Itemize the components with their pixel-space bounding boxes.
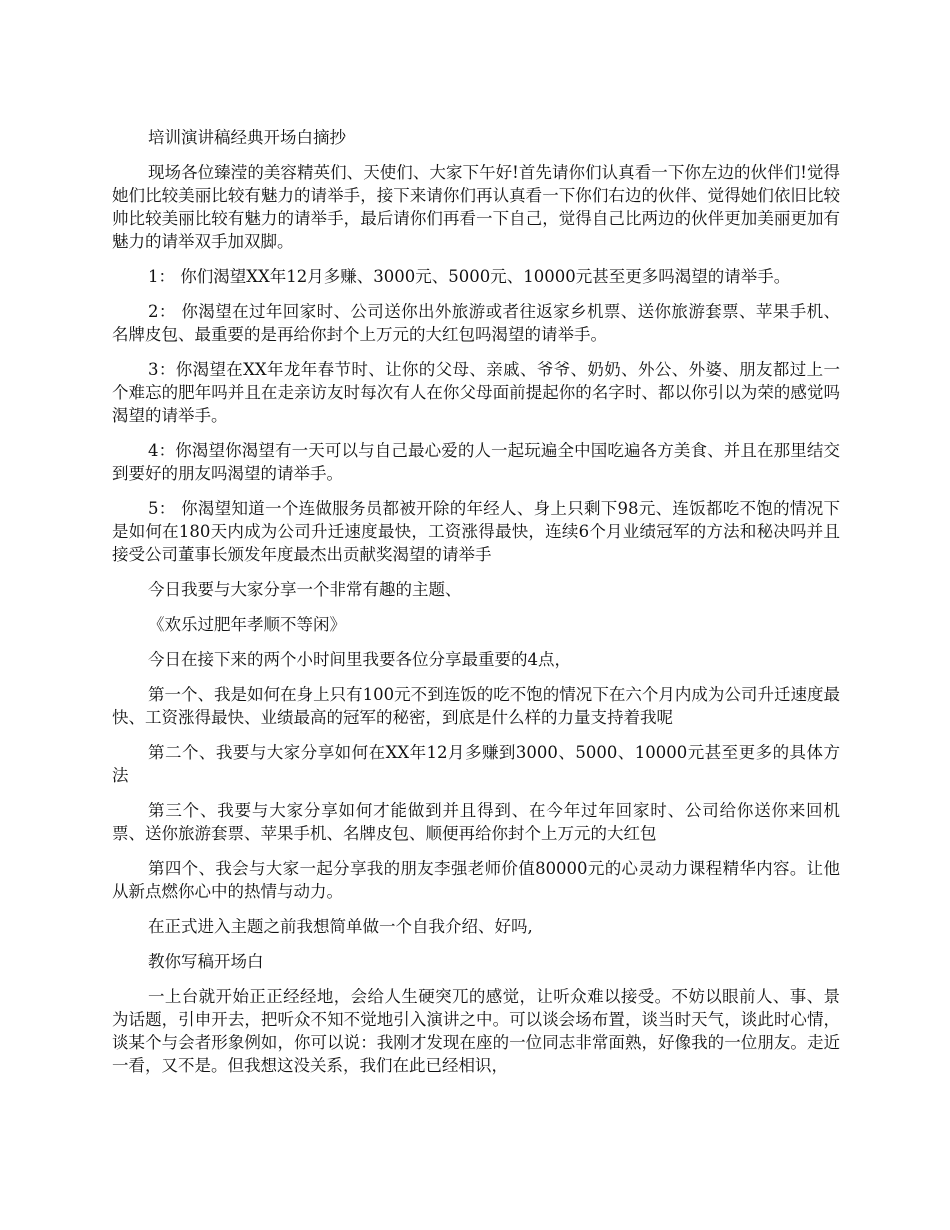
paragraph-four-points: 今日在接下来的两个小时间里我要各位分享最重要的4点， [148,650,571,669]
paragraph-opening-advice: 一上台就开始正正经经地，会给人生硬突兀的感觉，让听众难以接受。不妨以眼前人、事、景为话题，引申开去，把听众不知不觉地引入演讲之中。可以谈会场布置，谈当时天气，谈此时心情，谈某个与会者形象例如，你可以说：我刚才发现在座的一位同志非常面熟，好像我的一位朋友。走近一看，又不是。但我想这没关系，我们在此已经相识， [112,987,840,1075]
paragraph-self-intro: 在正式进入主题之前我想简单做一个自我介绍、好吗, [148,917,533,936]
paragraph-point-2: 第二个、我要与大家分享如何在XX年12月多赚到3000、5000、10000元甚至更多的具体方法 [112,743,840,785]
paragraph-point-4: 第四个、我会与大家一起分享我的朋友李强老师价值80000元的心灵动力课程精华内容。让他从新点燃你心中的热情与动力。 [112,859,840,901]
paragraph-point-1: 第一个、我是如何在身上只有100元不到连饭的吃不饱的情况下在六个月内成为公司升迁速度最快、工资涨得最快、业绩最高的冠军的秘密，到底是什么样的力量支持着我呢 [112,685,840,727]
paragraph-greeting: 现场各位臻滢的美容精英们、天使们、大家下午好!首先请你们认真看一下你左边的伙伴们!觉得她们比较美丽比较有魅力的请举手，接下来请你们再认真看一下你们右边的伙伴、觉得她们依旧比较帅比较美丽比较有魅力的请举手，最后请你们再看一下自己，觉得自己比两边的伙伴更加美丽更加有魅力的请举双手加双脚。 [112,163,840,251]
document-title: 培训演讲稿经典开场白摘抄 [148,128,346,147]
paragraph-topic-intro: 今日我要与大家分享一个非常有趣的主题、 [148,580,462,599]
paragraph-question-5: 5： 你渴望知道一个连做服务员都被开除的年经人、身上只剩下98元、连饭都吃不饱的情况下是如何在180天内成为公司升迁速度最快，工资涨得最快，连续6个月业绩冠军的方法和秘决吗并且接受公司董事长颁发年度最杰出贡献奖渴望的请举手 [112,499,840,564]
paragraph-point-3: 第三个、我要与大家分享如何才能做到并且得到、在今年过年回家时、公司给你送你来回机票、送你旅游套票、苹果手机、名牌皮包、顺便再给你封个上万元的大红包 [112,801,840,843]
paragraph-topic-title: 《欢乐过肥年孝顺不等闲》 [148,615,346,634]
paragraph-question-2: 2： 你渴望在过年回家时、公司送你出外旅游或者往返家乡机票、送你旅游套票、苹果手机、名牌皮包、最重要的是再给你封个上万元的大红包吗渴望的请举手。 [112,302,840,344]
section-heading: 教你写稿开场白 [148,952,264,971]
paragraph-question-4: 4：你渴望你渴望有一天可以与自己最心爱的人一起玩遍全中国吃遍各方美食、并且在那里结交到要好的朋友吗渴望的请举手。 [112,441,840,483]
document-body [112,126,840,1089]
paragraph-question-3: 3：你渴望在XX年龙年春节时、让你的父母、亲戚、爷爷、奶奶、外公、外婆、朋友都过上一个难忘的肥年吗并且在走亲访友时每次有人在你父母面前提起你的名字时、都以你引以为荣的感觉吗渴望的请举手。 [112,360,840,425]
paragraph-question-1: 1： 你们渴望XX年12月多赚、3000元、5000元、10000元甚至更多吗渴望的请举手。 [148,267,791,286]
